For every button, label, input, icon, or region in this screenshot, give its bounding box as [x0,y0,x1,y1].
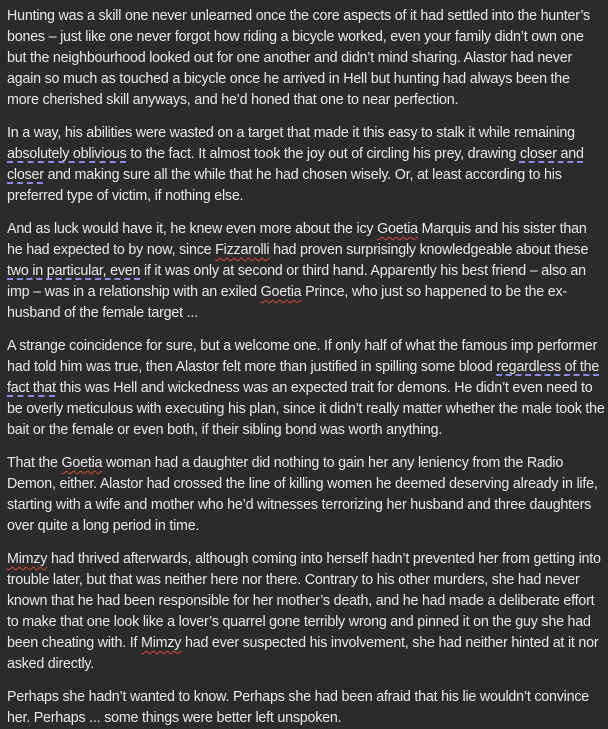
spellcheck-flagged-text[interactable]: Goetia [260,284,302,300]
paragraph [7,6,605,111]
paragraph [7,123,605,207]
text-run: woman had a daughter did nothing to gain her any leniency from the Radio Demon, either. Alastor had crossed the line of killing women he deemed deserving already in life, starting with a wife and mother who he’d witnesses terrorizing her husband and three daughters over quite a long period in time. [7,455,598,534]
text-run: this was Hell and wickedness was an expected trait for demons. He didn’t even need to be overly meticulous with executing his plan, since it didn’t really matter whether the male took the bait or the female or even both, if their sibling bond was worth anything. [7,380,605,438]
text-run: Marquis and his sister than he had expected to by now, since [7,221,587,258]
text-run: In a way, his abilities were wasted on a target that made it this easy to stalk it while remaining [7,125,575,141]
text-run: Hunting was a skill one never unlearned once the core aspects of it had settled into the hunter’s bones – just like one never forgot how riding a bicycle worked, even your family didn’t own one but the neighbourhood looked out for one another and didn’t mind sharing. Alastor had never again so much as touched a bicycle once he arrived in Hell but hunting had always been the more cherished skill anyways, and he’d honed that one to near perfection. [7,8,590,108]
paragraph [7,549,605,675]
spellcheck-flagged-text[interactable]: Goetia [377,221,418,237]
text-run: to the fact. It almost took the joy out of circling his prey, drawing [126,146,520,162]
paragraph [7,453,605,537]
grammar-flagged-text[interactable]: absolutely oblivious [7,146,127,162]
text-run: and making sure all the while that he had chosen wisely. Or, at least according to his preferred type of victim, if nothing else. [7,167,562,204]
grammar-flagged-text[interactable]: two in particular, even [7,263,141,279]
text-run: if it was only at second or third hand. Apparently his best friend – also an imp – was in a relationship with an exiled [7,263,586,300]
spellcheck-flagged-text[interactable]: Mimzy [141,635,182,651]
text-run: And as luck would have it, he knew even more about the icy [7,221,378,237]
spellcheck-flagged-text[interactable]: Mimzy [7,551,48,567]
spellcheck-flagged-text[interactable]: Fizzarolli [215,242,270,258]
paragraph [7,687,605,729]
text-run: had ever suspected his involvement, she had neither hinted at it nor asked directly. [7,635,599,672]
text-run: Perhaps she hadn’t wanted to know. Perhaps she had been afraid that his lie wouldn’t convince her. Perhaps ... some things were better left unspoken. [7,689,589,726]
paragraph [7,219,605,324]
spellcheck-flagged-text[interactable]: Goetia [61,455,103,471]
text-run: Prince, who just so happened to be the ex-husband of the female target ... [7,284,567,321]
grammar-flagged-text[interactable]: regardless of the fact that [7,359,600,396]
paragraph [7,336,605,441]
text-run: had proven surprisingly knowledgeable about these [269,242,589,258]
grammar-flagged-text[interactable]: closer and closer [7,146,584,183]
text-run: had thrived afterwards, although coming into herself hadn’t prevented her from getting into trouble later, but that was neither here nor there. Contrary to his other murders, she had never known that he had been responsible for her mother’s death, and he had made a deliberate effort to make that one look like a lover’s quarrel gone terribly wrong and pinned it on the guy she had been cheating with. If [7,551,601,651]
text-run: That the [7,455,62,471]
text-run: A strange coincidence for sure, but a welcome one. If only half of what the famous imp performer had told him was true, then Alastor felt more than justified in spilling some blood [7,338,597,375]
